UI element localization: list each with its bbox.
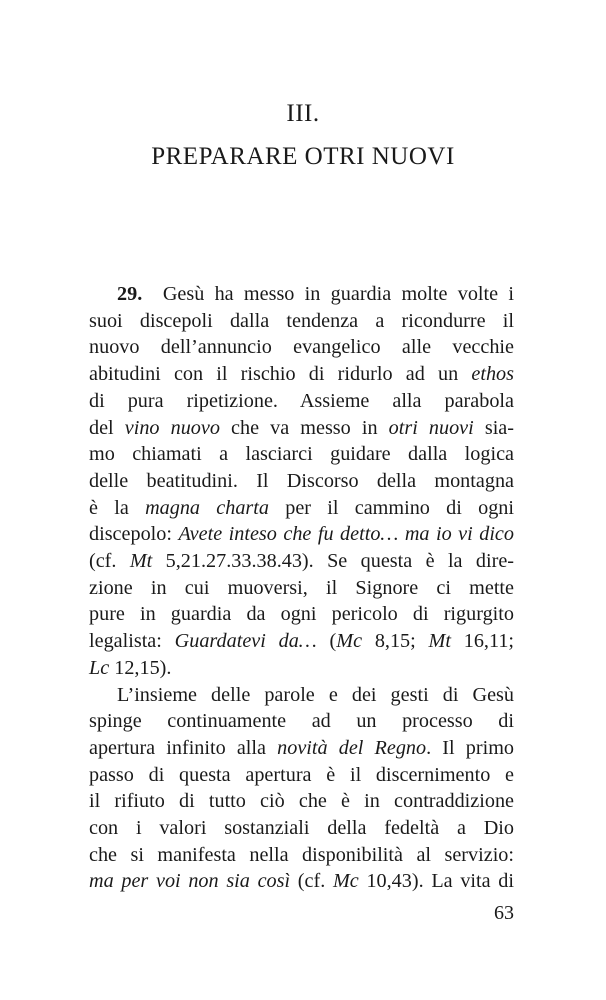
text-span: nuovo dell’annuncio evangelico alle vecchie (89, 336, 514, 359)
text-span: è la (89, 496, 146, 519)
text-line (89, 361, 514, 388)
text-span: pure in guardia da ogni pericolo di rigurgito (89, 603, 514, 626)
text-span: il rifiuto di tutto ciò che è in contraddizione (89, 790, 514, 813)
text-line (89, 655, 514, 682)
text-line (89, 575, 514, 602)
text-span: 8,15; (362, 630, 429, 653)
text-line (89, 842, 514, 869)
page-number: 63 (494, 902, 514, 924)
italic-text: Mc (332, 870, 359, 893)
text-span: discepolo: (89, 523, 179, 546)
text-span: con i valori sostanziali della fedeltà a Dio (89, 817, 514, 840)
text-span: di pura ripetizione. Assieme alla parabola (89, 389, 514, 412)
italic-text: ma per voi non sia così (89, 870, 291, 893)
paragraph-continuation (89, 682, 514, 896)
text-span: . Il primo (426, 736, 514, 759)
text-span: spinge continuamente ad un processo di (89, 710, 514, 733)
text-line (89, 735, 514, 762)
text-line (89, 441, 514, 468)
paragraph-29 (89, 281, 514, 682)
text-line (89, 708, 514, 735)
paragraph-number: 29. (117, 283, 143, 305)
text-span: (cf. (290, 870, 333, 893)
text-line (89, 868, 514, 895)
text-span: ( (316, 630, 337, 653)
italic-text: Avete inteso che fu detto… ma io vi dico (178, 523, 514, 546)
italic-text: magna charta (145, 496, 269, 519)
italic-text: vino nuovo (124, 416, 220, 439)
text-span: abitudini con il rischio di ridurlo ad un (89, 363, 472, 386)
text-line (89, 308, 514, 335)
text-line (89, 815, 514, 842)
text-line (89, 682, 514, 709)
text-line (89, 628, 514, 655)
text-span: 10,43). La vita di (358, 870, 515, 893)
text-span: 5,21.27.33.38.43). Se questa è la dire- (152, 550, 515, 573)
italic-text: novità del Regno (277, 736, 427, 759)
text-line (89, 788, 514, 815)
text-line (89, 601, 514, 628)
text-span: apertura infinito alla (89, 736, 278, 759)
text-line (89, 388, 514, 415)
body-text (89, 281, 514, 895)
text-span: mo chiamati a lasciarci guidare dalla logica (89, 443, 514, 466)
text-span: che va messo in (219, 416, 389, 439)
italic-text: Lc (89, 656, 110, 679)
text-line (89, 281, 514, 308)
text-line (89, 495, 514, 522)
text-line (89, 548, 514, 575)
chapter-number: III. (286, 100, 320, 127)
text-span: (cf. (89, 550, 130, 573)
text-line (89, 468, 514, 495)
text-span: 16,11; (450, 630, 515, 653)
text-line (89, 415, 514, 442)
text-span: sia- (473, 416, 514, 439)
italic-text: Mt (129, 550, 153, 573)
chapter-title: PREPARARE OTRI NUOVI (151, 143, 455, 170)
text-span: che si manifesta nella disponibilità al servizio: (89, 843, 514, 866)
text-line (89, 334, 514, 361)
italic-text: otri nuovi (388, 416, 474, 439)
text-span: per il cammino di ogni (268, 496, 514, 519)
text-span: suoi discepoli dalla tendenza a ricondurre il (89, 309, 514, 332)
text-span: del (89, 416, 125, 439)
text-span: legalista: (89, 630, 175, 653)
text-span: delle beatitudini. Il Discorso della montagna (89, 469, 514, 492)
text-span: Gesù ha messo in guardia molte volte i (162, 283, 515, 305)
text-span: L’insieme delle parole e dei gesti di Gesù (117, 683, 514, 706)
text-span: zione in cui muoversi, il Signore ci mette (89, 576, 514, 599)
text-span: 12,15). (109, 656, 172, 679)
text-line (89, 762, 514, 789)
italic-text: Guardatevi da… (174, 630, 317, 653)
italic-text: ethos (471, 363, 514, 386)
text-span: passo di questa apertura è il discernimento e (89, 763, 514, 786)
italic-text: Mc (336, 630, 363, 653)
italic-text: Mt (428, 630, 451, 653)
text-line (89, 521, 514, 548)
